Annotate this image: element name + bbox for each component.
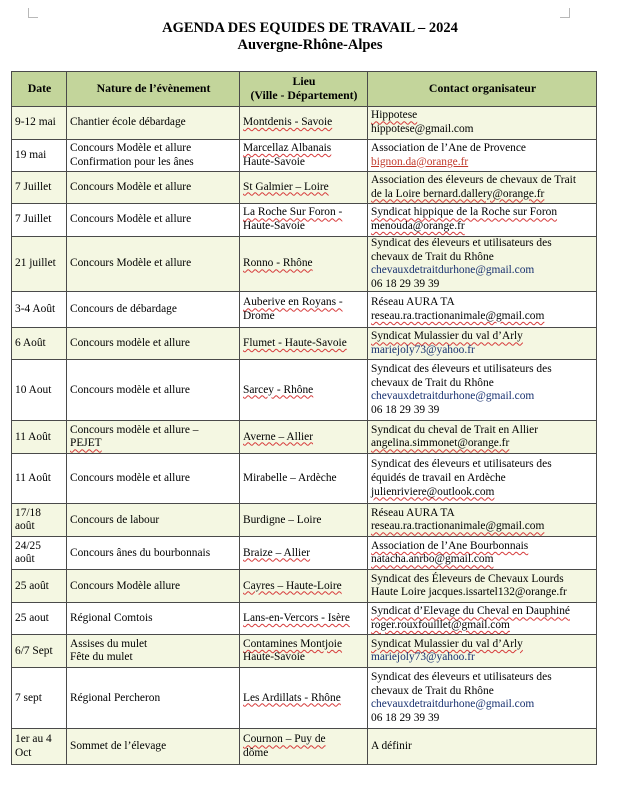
cell-lieu	[240, 292, 368, 328]
table-row	[12, 421, 597, 454]
cell-lieu	[240, 454, 368, 504]
lieu-line: Marcellaz Albanais	[243, 141, 332, 154]
nature-line: Concours Modèle et allure	[70, 180, 192, 193]
contact-line: 06 18 29 39 39	[371, 403, 440, 416]
lieu-line: Montdenis - Savoie	[243, 116, 333, 129]
page-corner-mark-right	[560, 8, 570, 18]
contact-line: chevaux de Trait du Rhône	[371, 250, 494, 263]
nature-line: Confirmation pour les ânes	[70, 155, 194, 168]
nature-line: Concours modèle et allure –	[70, 423, 199, 436]
contact-line: julienriviere@outlook.com	[371, 485, 495, 498]
date-line: 21 juillet	[15, 257, 56, 270]
date-line: 25 août	[15, 579, 49, 592]
date-line: Oct	[15, 746, 32, 759]
cell-lieu	[240, 570, 368, 603]
cell-date	[12, 328, 67, 360]
cell-lieu	[240, 504, 368, 537]
table-row	[12, 635, 597, 668]
table-row	[12, 172, 597, 204]
contact-line: Association des éleveurs de chevaux de Trait	[371, 173, 576, 186]
cell-contact	[368, 668, 597, 729]
cell-contact	[368, 140, 597, 172]
contact-line: Réseau AURA TA	[371, 296, 455, 309]
lieu-line: St Galmier – Loire	[243, 180, 329, 193]
cell-nature	[67, 107, 240, 140]
date-line: 17/18	[15, 506, 41, 519]
header-nature: Nature de l’évènement	[67, 72, 240, 107]
lieu-line: La Roche Sur Foron -	[243, 206, 343, 219]
cell-contact	[368, 454, 597, 504]
lieu-line: Cayres – Haute-Loire	[243, 579, 342, 592]
date-line: 3-4 Août	[15, 303, 56, 316]
table-row	[12, 140, 597, 172]
header-contact: Contact organisateur	[368, 72, 597, 107]
contact-line: Haute Loire jacques.issartel132@orange.fr	[371, 586, 567, 599]
cell-nature	[67, 504, 240, 537]
cell-date	[12, 504, 67, 537]
header-lieu	[240, 72, 368, 107]
nature-line: Concours modèle et allure	[70, 383, 190, 396]
contact-line: équidés de travail en Ardèche	[371, 472, 506, 485]
cell-nature	[67, 729, 240, 765]
date-line: 11 Août	[15, 472, 51, 485]
contact-line: chevaux de Trait du Rhône	[371, 376, 494, 389]
date-line: 7 Juillet	[15, 180, 52, 193]
cell-lieu	[240, 237, 368, 292]
contact-line: Syndicat des éleveurs et utilisateurs des	[371, 363, 552, 376]
cell-contact	[368, 204, 597, 237]
table-row	[12, 454, 597, 504]
date-line: 9-12 mai	[15, 116, 56, 129]
cell-lieu	[240, 107, 368, 140]
cell-date	[12, 454, 67, 504]
contact-line: angelina.simmonet@orange.fr	[371, 437, 510, 450]
contact-line: 06 18 29 39 39	[371, 277, 440, 290]
cell-date	[12, 635, 67, 668]
table-row	[12, 328, 597, 360]
contact-line: mariejoly73@yahoo.fr	[371, 343, 475, 356]
contact-line: Syndicat hippique de la Roche sur Foron	[371, 206, 558, 219]
cell-nature	[67, 292, 240, 328]
header-date: Date	[12, 72, 67, 107]
lieu-line: Mirabelle – Ardèche	[243, 472, 337, 485]
cell-date	[12, 421, 67, 454]
cell-date	[12, 107, 67, 140]
lieu-line: Ronno - Rhône	[243, 257, 313, 270]
contact-line: Hippotese	[371, 109, 418, 122]
header-lieu-line-2: (Ville - Département)	[250, 88, 358, 102]
contact-line: Association de l’Ane Bourbonnais	[371, 539, 529, 552]
cell-date	[12, 537, 67, 570]
agenda-table	[11, 71, 597, 765]
header-lieu-line-1: Lieu	[292, 74, 316, 89]
table-row	[12, 504, 597, 537]
contact-line: bignon.da@orange.fr	[371, 155, 469, 168]
cell-lieu	[240, 729, 368, 765]
contact-line: hippotese@gmail.com	[371, 123, 474, 135]
cell-nature	[67, 328, 240, 360]
nature-line: Concours modèle et allure	[70, 337, 190, 350]
cell-lieu	[240, 668, 368, 729]
lieu-line: Sarcey - Rhône	[243, 383, 314, 396]
contact-line: roger.rouxfouillet@gmail.com	[371, 618, 510, 631]
lieu-line: Flumet - Haute-Savoie	[243, 337, 347, 350]
cell-lieu	[240, 360, 368, 421]
table-row	[12, 570, 597, 603]
nature-line: Régional Comtois	[70, 612, 153, 625]
lieu-line: dôme	[243, 746, 269, 759]
contact-line: chevauxdetraitdurhone@gmail.com	[371, 390, 535, 403]
nature-line: Concours de débardage	[70, 303, 177, 316]
cell-date	[12, 204, 67, 237]
lieu-line: Braize – Allier	[243, 546, 311, 559]
nature-line: Concours Modèle allure	[70, 579, 181, 592]
table-row	[12, 292, 597, 328]
cell-nature	[67, 204, 240, 237]
cell-lieu	[240, 421, 368, 454]
table-row	[12, 668, 597, 729]
cell-nature	[67, 172, 240, 204]
lieu-line: Averne – Allier	[243, 430, 314, 443]
cell-contact	[368, 107, 597, 140]
cell-contact	[368, 729, 597, 765]
contact-line: Syndicat Mulassier du val d’Arly	[371, 637, 523, 650]
cell-contact	[368, 635, 597, 668]
cell-contact	[368, 421, 597, 454]
cell-date	[12, 172, 67, 204]
contact-line: A définir	[371, 740, 412, 753]
cell-contact	[368, 504, 597, 537]
nature-line: PEJET	[70, 437, 102, 450]
cell-contact	[368, 360, 597, 421]
cell-contact	[368, 603, 597, 635]
lieu-line: Haute-Savoie	[243, 651, 305, 664]
lieu-line: Burdigne – Loire	[243, 513, 322, 526]
lieu-line: Les Ardillats - Rhône	[243, 691, 341, 704]
document-title: AGENDA DES EQUIDES DE TRAVAIL – 2024	[162, 20, 458, 36]
date-line: 24/25	[15, 539, 41, 552]
cell-date	[12, 360, 67, 421]
cell-nature	[67, 454, 240, 504]
cell-nature	[67, 421, 240, 454]
table-header-row	[12, 72, 597, 107]
cell-nature	[67, 140, 240, 172]
cell-lieu	[240, 537, 368, 570]
table-row	[12, 204, 597, 237]
cell-contact	[368, 537, 597, 570]
cell-contact	[368, 172, 597, 204]
cell-nature	[67, 570, 240, 603]
contact-line: Syndicat d’Elevage du Cheval en Dauphiné	[371, 605, 570, 618]
contact-line: Réseau AURA TA	[371, 506, 455, 519]
lieu-line: Contamines Montjoie	[243, 637, 343, 650]
nature-line: Assises du mulet	[70, 637, 148, 650]
nature-line: Régional Percheron	[70, 691, 161, 704]
contact-line: mariejoly73@yahoo.fr	[371, 651, 475, 664]
contact-line: reseau.ra.tractionanimale@gmail.com	[371, 520, 545, 533]
cell-date	[12, 292, 67, 328]
contact-line: Syndicat Mulassier du val d’Arly	[371, 330, 523, 343]
cell-contact	[368, 237, 597, 292]
contact-line: Syndicat des Éleveurs de Chevaux Lourds	[371, 572, 564, 585]
cell-date	[12, 140, 67, 172]
contact-line: Syndicat des éleveurs et utilisateurs des	[371, 237, 552, 249]
contact-line: chevauxdetraitdurhone@gmail.com	[371, 264, 535, 277]
cell-lieu	[240, 603, 368, 635]
cell-contact	[368, 292, 597, 328]
document-subtitle: Auvergne-Rhône-Alpes	[237, 37, 383, 53]
cell-nature	[67, 360, 240, 421]
cell-lieu	[240, 140, 368, 172]
page-corner-mark-left	[28, 8, 38, 18]
cell-date	[12, 729, 67, 765]
lieu-line: Auberive en Royans -	[243, 296, 343, 309]
table-row	[12, 537, 597, 570]
date-line: 1er au 4	[15, 733, 52, 746]
contact-line: 06 18 29 39 39	[371, 711, 440, 724]
cell-date	[12, 237, 67, 292]
cell-contact	[368, 570, 597, 603]
date-line: 10 Aout	[15, 383, 52, 396]
date-line: 11 Août	[15, 430, 51, 443]
date-line: 7 Juillet	[15, 213, 52, 226]
nature-line: Concours ânes du bourbonnais	[70, 546, 211, 559]
cell-lieu	[240, 172, 368, 204]
contact-line: Association de l’Ane de Provence	[371, 141, 526, 154]
lieu-line: Haute-Savoie	[243, 220, 305, 232]
nature-line: Sommet de l’élevage	[70, 740, 167, 753]
contact-line: chevaux de Trait du Rhône	[371, 684, 494, 697]
cell-date	[12, 570, 67, 603]
date-line: août	[15, 553, 35, 566]
lieu-line: Lans-en-Vercors - Isère	[243, 612, 350, 625]
cell-nature	[67, 237, 240, 292]
contact-line: Syndicat des éleveurs et utilisateurs des	[371, 671, 552, 684]
nature-line: Chantier école débardage	[70, 116, 186, 129]
table-row	[12, 603, 597, 635]
nature-line: Concours Modèle et allure	[70, 257, 192, 270]
lieu-line: Cournon – Puy de	[243, 733, 326, 746]
cell-lieu	[240, 204, 368, 237]
contact-line: de la Loire bernard.dallery@orange.fr	[371, 187, 545, 200]
nature-line: Concours modèle et allure	[70, 472, 190, 485]
date-line: 7 sept	[15, 691, 42, 704]
contact-line: reseau.ra.tractionanimale@gmail.com	[371, 309, 545, 322]
nature-line: Concours de labour	[70, 513, 160, 526]
table-row	[12, 360, 597, 421]
date-line: 25 aout	[15, 612, 49, 625]
cell-nature	[67, 537, 240, 570]
nature-line: Fête du mulet	[70, 651, 133, 664]
contact-line: menouda@orange.fr	[371, 220, 465, 232]
contact-line: chevauxdetraitdurhone@gmail.com	[371, 698, 535, 711]
cell-nature	[67, 603, 240, 635]
nature-line: Concours Modèle et allure	[70, 141, 192, 154]
contact-line: natacha.anrbo@gmail.com	[371, 553, 494, 566]
cell-lieu	[240, 328, 368, 360]
cell-contact	[368, 328, 597, 360]
contact-line: Syndicat du cheval de Trait en Allier	[371, 423, 539, 436]
cell-lieu	[240, 635, 368, 668]
date-line: 6/7 Sept	[15, 644, 53, 657]
cell-date	[12, 668, 67, 729]
table-row	[12, 107, 597, 140]
nature-line: Concours Modèle et allure	[70, 213, 192, 226]
table-row	[12, 237, 597, 292]
table-row	[12, 729, 597, 765]
contact-line: Syndicat des éleveurs et utilisateurs des	[371, 458, 552, 471]
lieu-line: Haute-Savoie	[243, 155, 305, 168]
cell-nature	[67, 635, 240, 668]
date-line: 6 Août	[15, 337, 46, 350]
cell-nature	[67, 668, 240, 729]
cell-date	[12, 603, 67, 635]
lieu-line: Drome	[243, 309, 275, 322]
date-line: 19 mai	[15, 148, 47, 161]
date-line: août	[15, 520, 35, 533]
